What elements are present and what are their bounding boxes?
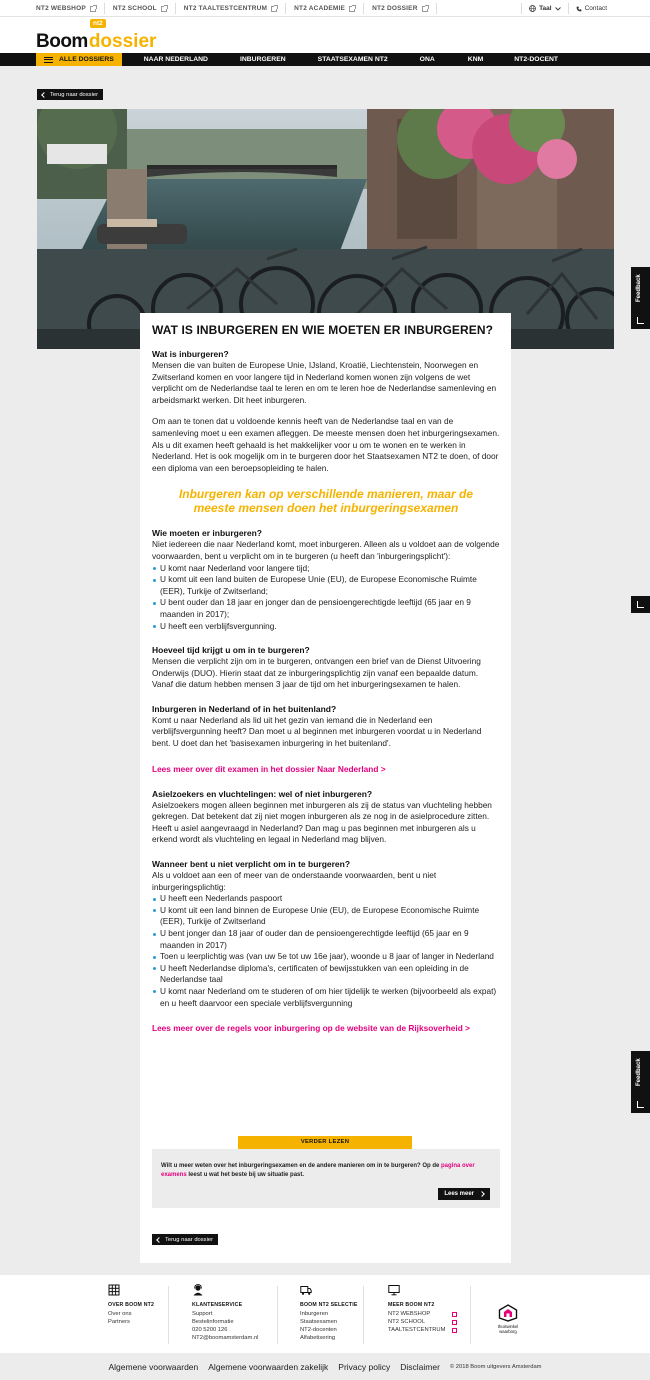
site-header <box>0 17 650 53</box>
nav-inburgeren[interactable]: INBURGEREN <box>239 56 286 63</box>
list-item: U komt naar Nederland om te studeren of om hier tijdelijk te werken (bijvoorbeeld als expat) en u heeft daarvoor een speciale verblijfsvergunning <box>152 986 500 1009</box>
contact-link[interactable]: Contact <box>568 3 614 14</box>
link-algemene-voorwaarden[interactable]: Algemene voorwaarden <box>108 1361 199 1372</box>
legal-bar <box>0 1353 650 1380</box>
list-item: U bent ouder dan 18 jaar en jonger dan de pensioengerechtigde leeftijd (65 jaar en 9 maanden in 2017); <box>152 597 500 620</box>
back-to-dossier-button-bottom[interactable]: Terug naar dossier <box>152 1234 218 1245</box>
footer-link[interactable]: Bestelinformatie <box>192 1319 234 1325</box>
external-link-icon <box>452 1320 457 1325</box>
back-to-dossier-button[interactable]: Terug naar dossier <box>37 89 103 100</box>
monitor-icon <box>388 1284 400 1296</box>
paragraph: Asielzoekers mogen alleen beginnen met inburgeren als zij de status van vluchteling hebben gekregen. Dat betekent dat zij niet mogen inburgeren als ze nog in de asielprocedure zitten. Heeft u asiel aangevraagd in Nederland? Dan mag u pas beginnen met inburgeren als u erkend wordt als vluchteling en legaal in Nederland mag blijven. <box>152 799 492 845</box>
external-link-icon <box>161 6 167 12</box>
bullet-list <box>152 893 500 1009</box>
thuiswinkel-waarborg-seal[interactable]: thuiswinkel waarborg <box>493 1304 523 1334</box>
footer-link[interactable]: Partners <box>108 1319 130 1325</box>
external-links <box>36 0 437 17</box>
external-link-icon <box>90 6 96 12</box>
section-heading: Asielzoekers en vluchtelingen: wel of niet inburgeren? <box>152 788 373 799</box>
link-nt2-dossier[interactable]: NT2 DOSSIER <box>364 3 437 14</box>
article-card <box>140 313 511 1263</box>
list-item: Toen u leerplichtig was (van uw 5e tot uw 16e jaar), woonde u 8 jaar of langer in Nederland <box>152 951 500 963</box>
external-link-icon <box>271 6 277 12</box>
section-heading: Wie moeten er inburgeren? <box>152 528 262 539</box>
footer-col-meer-boom: MEER BOOM NT2 NT2 WEBSHOP NT2 SCHOOL TAALTESTCENTRUM <box>388 1284 457 1348</box>
support-agent-icon <box>192 1284 204 1296</box>
section-heading: Wanneer bent u niet verplicht om in te burgeren? <box>152 859 351 870</box>
feedback-tab[interactable]: Feedback <box>631 267 650 329</box>
nav-nt2-docent[interactable]: NT2-DOCENT <box>514 56 559 63</box>
paragraph: Niet iedereen die naar Nederland komt, moet inburgeren. Alleen als u voldoet aan de volgende voorwaarden, bent u verplicht om in te burgeren (u heeft dan 'inburgeringsplicht'): <box>152 539 500 561</box>
read-more-text: Wilt u meer weten over het inburgeringsexamen en de andere manieren om in te burgeren? Op de pagina over examens leest u wat het beste bij uw situatie past. <box>161 1163 475 1178</box>
read-more-button[interactable]: Lees meer <box>438 1188 490 1200</box>
divider <box>168 1286 169 1344</box>
link-nt2-taaltestcentrum[interactable]: NT2 TAALTESTCENTRUM <box>176 3 286 14</box>
link-naar-nederland-dossier[interactable]: Lees meer over dit examen in het dossier Naar Nederland > <box>152 763 386 774</box>
email-link[interactable]: NT2@boomamsterdam.nl <box>192 1335 259 1341</box>
paragraph: Komt u naar Nederland als lid uit het gezin van iemand die in Nederland een verblijfsvergunning heeft? Dan moet u al beginnen met inburgeren voordat u in Nederland bent. U doet dan het 'basisexamen inburgering in het buitenland'. <box>152 714 482 749</box>
link-nt2-webshop[interactable]: NT2 WEBSHOP <box>36 3 105 14</box>
list-item: U komt uit een land binnen de Europese Unie (EU), de Europese Economische Ruimte (EER), Turkije of Zwitserland <box>152 905 500 928</box>
nav-naar-nederland[interactable]: NAAR NEDERLAND <box>143 56 208 63</box>
nav-ona[interactable]: ONA <box>419 56 435 63</box>
utility-right <box>521 0 614 17</box>
footer-link[interactable]: NT2-docenten <box>300 1327 337 1333</box>
section-heading: Inburgeren in Nederland of in het buitenland? <box>152 703 337 714</box>
external-link-icon <box>452 1328 457 1333</box>
list-item: U komt uit een land buiten de Europese Unie (EU), de Europese Economische Ruimte (EER), Turkije of Zwitserland; <box>152 574 500 597</box>
all-dossiers-button[interactable]: ALLE DOSSIERS <box>36 53 122 66</box>
link-algemene-voorwaarden-zakelijk[interactable]: Algemene voorwaarden zakelijk <box>208 1361 329 1372</box>
feedback-tab[interactable]: Feedback <box>631 1051 650 1113</box>
read-more-box <box>152 1139 500 1208</box>
boom-dossier-logo[interactable]: Boom nt2 dossier <box>36 20 157 52</box>
paragraph: Om aan te tonen dat u voldoende kennis heeft van de Nederlandse taal en van de samenleving moet u een examen afleggen. De meeste mensen doen het inburgeringsexamen. Als u dit examen heeft gehaald is het makkelijker voor u om te wonen en te werken in Nederland. Het is ook mogelijk om in te burgeren door het Staatsexamen NT2 te doen, of door een diploma van een beroepsopleiding te halen. <box>152 416 500 473</box>
link-nt2-academie[interactable]: NT2 ACADEMIE <box>286 3 364 14</box>
top-utility-bar <box>0 0 650 17</box>
paragraph: Als u voldoet aan een of meer van de onderstaande voorwaarden, bent u niet inburgeringsplichtig: <box>152 870 437 892</box>
footer-link[interactable]: Support <box>192 1311 213 1317</box>
main-navigation <box>0 53 650 66</box>
footer-link[interactable]: Inburgeren <box>300 1311 329 1317</box>
external-link-icon <box>452 1312 457 1317</box>
link-rijksoverheid[interactable]: Lees meer over de regels voor inburgering op de website van de Rijksoverheid > <box>152 1023 470 1034</box>
footer-link-taaltestcentrum[interactable]: TAALTESTCENTRUM <box>388 1326 457 1334</box>
footer-link[interactable]: Over ons <box>108 1311 132 1317</box>
chevron-right-icon <box>479 1191 485 1197</box>
copyright: © 2018 Boom uitgevers Amsterdam <box>449 1363 542 1370</box>
building-icon <box>108 1284 120 1296</box>
feedback-mini-tab[interactable] <box>631 596 650 613</box>
divider <box>277 1286 278 1344</box>
language-selector[interactable]: Taal <box>521 3 568 14</box>
footer-col-klantenservice: KLANTENSERVICE Support Bestelinformatie 020 5200 126 NT2@boomamsterdam.nl <box>192 1284 258 1348</box>
link-examens-page[interactable]: pagina over examens <box>161 1163 475 1178</box>
link-privacy-policy[interactable]: Privacy policy <box>338 1361 391 1372</box>
list-item: U komt naar Nederland voor langere tijd; <box>152 563 500 575</box>
footer-link-school[interactable]: NT2 SCHOOL <box>388 1318 457 1326</box>
external-link-icon <box>349 6 355 12</box>
globe-icon <box>529 5 536 12</box>
feedback-icon <box>637 601 644 608</box>
feedback-icon <box>637 1101 644 1108</box>
divider <box>363 1286 364 1344</box>
link-nt2-school[interactable]: NT2 SCHOOL <box>105 3 176 14</box>
paragraph: Mensen die verplicht zijn om in te burgeren, ontvangen een brief van de Dienst Uitvoering Onderwijs (DUO). Hierin staat dat ze inburgeringsplichtig zijn vanaf een bepaalde datum. Vanaf die datum hebben mensen 3 jaar de tijd om het inburgeringsexamen te halen. <box>152 656 481 690</box>
phone-number: 020 5200 126 <box>192 1327 228 1333</box>
footer-link[interactable]: Alfabetisering <box>300 1335 336 1341</box>
footer-link[interactable]: Staatsexamen <box>300 1319 338 1325</box>
link-disclaimer[interactable]: Disclaimer <box>400 1361 440 1372</box>
article-title: WAT IS INBURGEREN EN WIE MOETEN ER INBURGEREN? <box>152 323 494 337</box>
divider <box>470 1286 471 1344</box>
section-heading: Wat is inburgeren? <box>152 349 229 359</box>
hamburger-icon <box>44 57 53 63</box>
bullet-list <box>152 563 500 633</box>
list-item: U heeft Nederlandse diploma's, certificaten of bewijsstukken van een opleiding in de Nederlandse taal <box>152 963 500 986</box>
chevron-left-icon <box>156 1237 162 1243</box>
read-more-tab: VERDER LEZEN <box>238 1136 412 1149</box>
pull-quote: Inburgeren kan op verschillende manieren, maar de meeste mensen doen het inburgeringsexamen <box>178 487 474 515</box>
footer-col-selectie: BOOM NT2 SELECTIE Inburgeren Staatsexamen NT2-docenten Alfabetisering <box>300 1284 358 1348</box>
external-link-icon <box>422 6 428 12</box>
section-heading: Hoeveel tijd krijgt u om in te burgeren? <box>152 645 310 656</box>
truck-icon <box>300 1284 312 1296</box>
footer-link-webshop[interactable]: NT2 WEBSHOP <box>388 1310 457 1318</box>
nav-staatsexamen-nt2[interactable]: STAATSEXAMEN NT2 <box>317 56 388 63</box>
chevron-left-icon <box>41 92 47 98</box>
thuiswinkel-logo-icon <box>498 1304 518 1322</box>
chevron-down-icon <box>555 7 561 11</box>
footer-col-over-boom: OVER BOOM NT2 Over ons Partners <box>108 1284 154 1348</box>
list-item: U bent jonger dan 18 jaar of ouder dan de pensioengerechtigde leeftijd (65 jaar en 9 maanden in 2017) <box>152 928 500 951</box>
paragraph: Mensen die van buiten de Europese Unie, IJsland, Kroatië, Liechtenstein, Noorwegen en Zwitserland komen en voor langere tijd in Nederland komen wonen zijn volgens de wet verplicht om de Nederlandse taal te leren en om te leren hoe de Nederlandse samenleving en arbeidsmarkt werken. Dit heet inburgeren. <box>152 360 497 405</box>
site-footer <box>0 1275 650 1353</box>
nav-knm[interactable]: KNM <box>467 56 484 63</box>
feedback-icon <box>637 317 644 324</box>
phone-icon <box>576 6 582 12</box>
list-item: U heeft een Nederlands paspoort <box>152 893 500 905</box>
list-item: U heeft een verblijfsvergunning. <box>152 621 500 633</box>
